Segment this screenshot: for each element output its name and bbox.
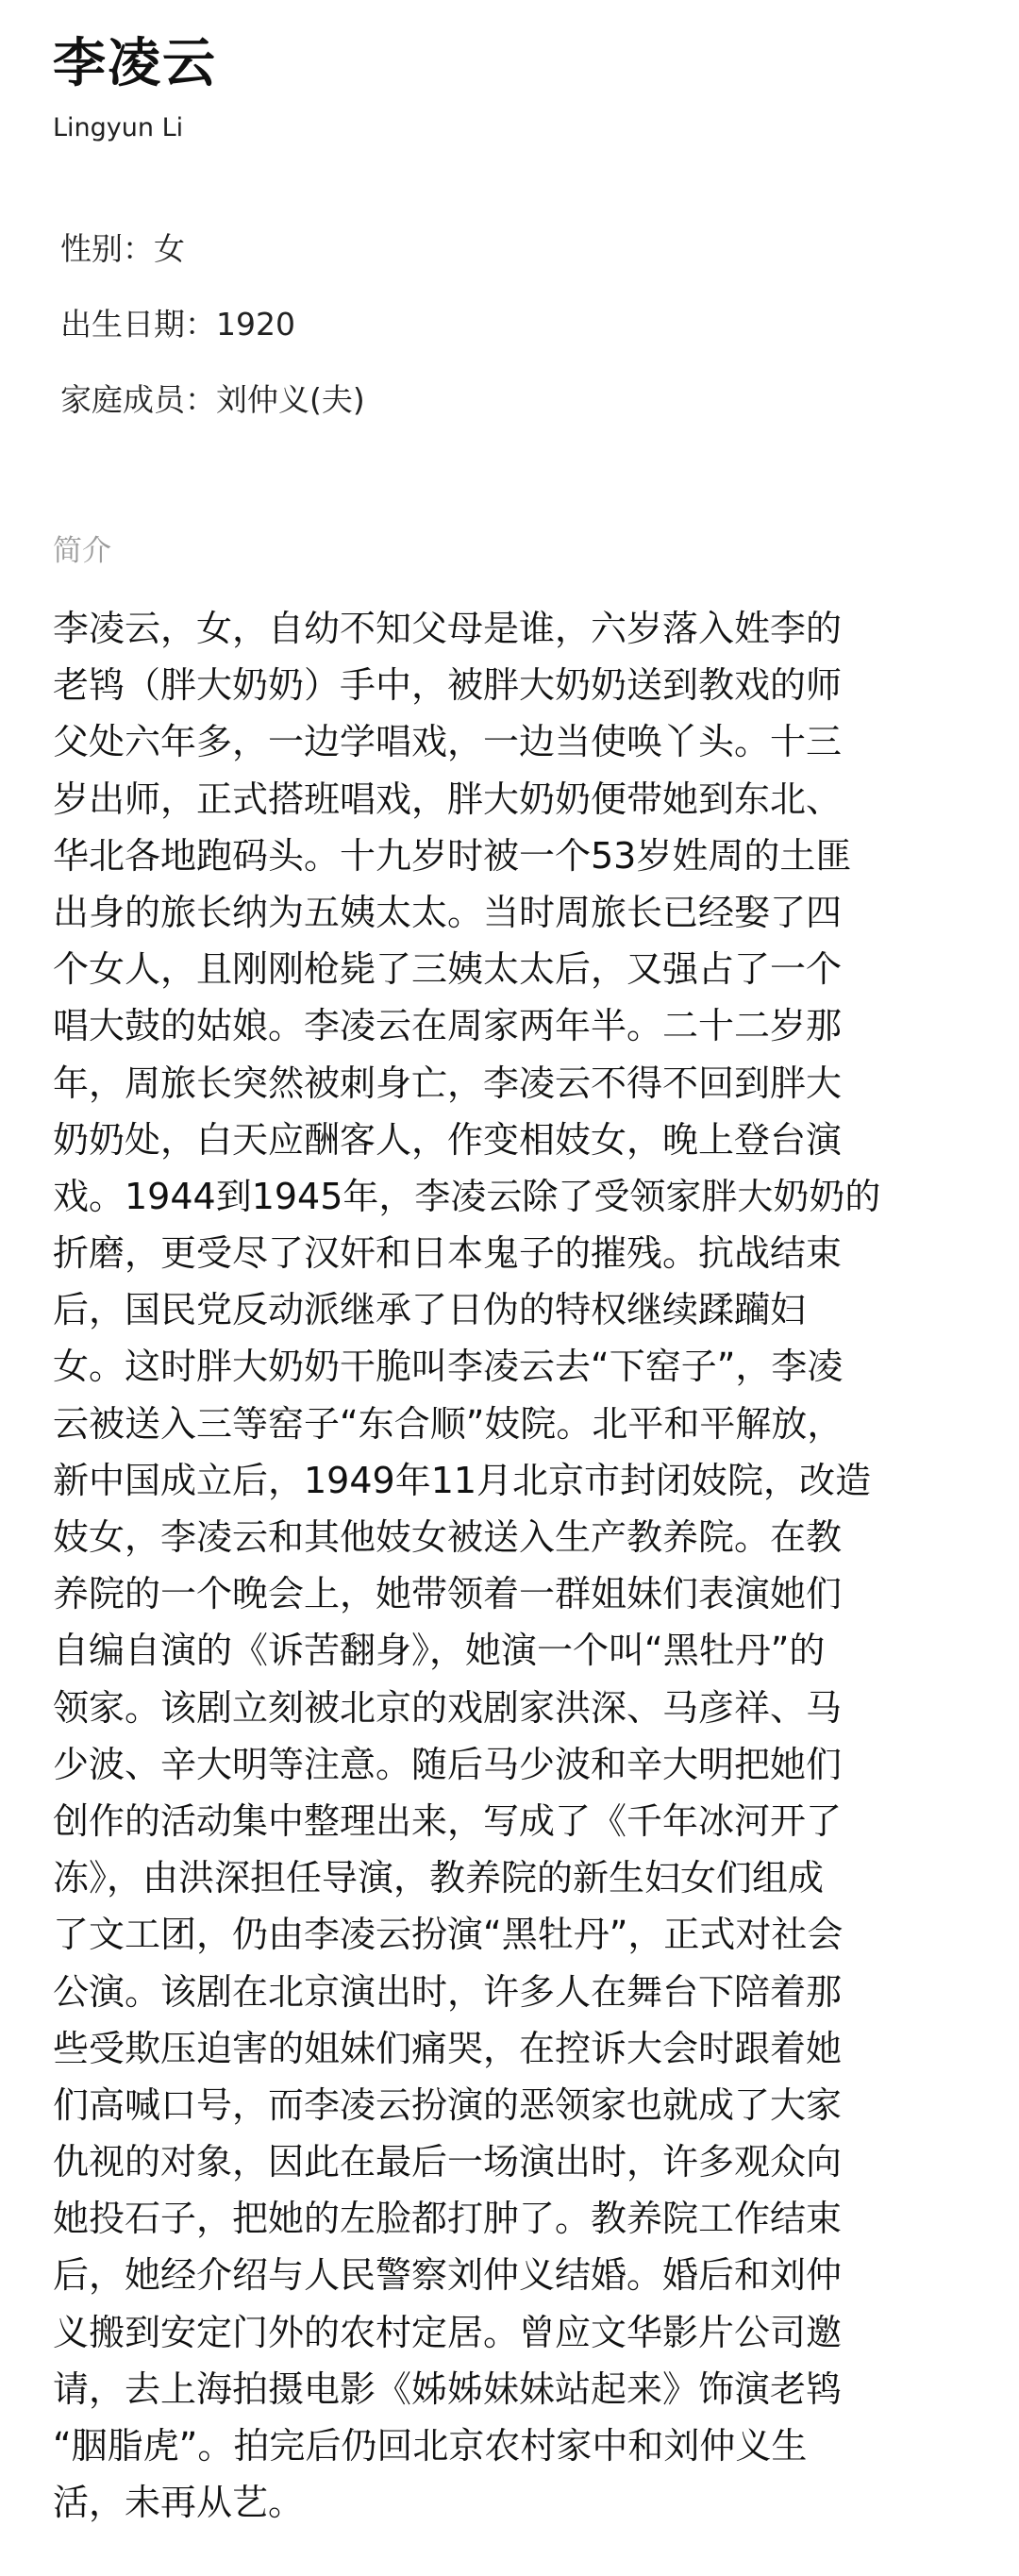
bio-line: 唱大鼓的姑娘。李凌云在周家两年半。二十二岁那 bbox=[53, 1005, 843, 1047]
bio-line: 老鸨（胖大奶奶）手中，被胖大奶奶送到教戏的师 bbox=[53, 664, 843, 707]
person-latin-name: Lingyun Li bbox=[53, 113, 184, 142]
bio-line: 仇视的对象，因此在最后一场演出时，许多观众向 bbox=[53, 2141, 843, 2183]
bio-line: 些受欺压迫害的姐妹们痛哭，在控诉大会时跟着她 bbox=[53, 2027, 843, 2069]
bio-text bbox=[53, 600, 959, 2531]
bio-line: 父处六年多，一边学唱戏，一边当使唤丫头。十三 bbox=[53, 721, 843, 763]
bio-line: 华北各地跑码头。十九岁时被一个53岁姓周的土匪 bbox=[53, 834, 852, 877]
bio-line: 李凌云，女，自幼不知父母是谁，六岁落入姓李的 bbox=[53, 608, 843, 649]
info-family-members: 家庭成员：刘仲义(夫) bbox=[60, 381, 365, 418]
info-gender: 性别：女 bbox=[60, 230, 185, 267]
bio-section-label: 简介 bbox=[53, 534, 111, 568]
bio-line: 岁出师，正式搭班唱戏，胖大奶奶便带她到东北、 bbox=[53, 778, 843, 820]
bio-line: 们高喊口号，而李凌云扮演的恶领家也就成了大家 bbox=[53, 2083, 843, 2126]
bio-line: 奶奶处，白天应酬客人，作变相妓女，晚上登台演 bbox=[53, 1118, 843, 1161]
bio-line: 妓女，李凌云和其他妓女被送入生产教养院。在教 bbox=[53, 1516, 843, 1558]
bio-line: 个女人，且刚刚枪毙了三姨太太后，又强占了一个 bbox=[53, 948, 843, 991]
bio-line: 折磨，更受尽了汉奸和日本鬼子的摧残。抗战结束 bbox=[53, 1232, 843, 1275]
bio-line: “胭脂虎”。拍完后仍回北京农村家中和刘仲义生 bbox=[53, 2425, 808, 2467]
bio-line: 领家。该剧立刻被北京的戏剧家洪深、马彦祥、马 bbox=[53, 1686, 843, 1729]
bio-line: 女。这时胖大奶奶干脆叫李凌云去“下窑子”，李凌 bbox=[53, 1346, 844, 1388]
bio-line: 自编自演的《诉苦翻身》，她演一个叫“黑牡丹”的 bbox=[53, 1630, 826, 1672]
bio-line: 公演。该剧在北京演出时，许多人在舞台下陪着那 bbox=[53, 1970, 843, 2013]
bio-line: 创作的活动集中整理出来，写成了《千年冰河开了 bbox=[53, 1799, 843, 1842]
bio-line: 戏。1944到1945年，李凌云除了受领家胖大奶奶的 bbox=[53, 1175, 881, 1217]
bio-line: 年，周旅长突然被刺身亡，李凌云不得不回到胖大 bbox=[53, 1062, 843, 1104]
bio-line: 新中国成立后，1949年11月北京市封闭妓院，改造 bbox=[53, 1459, 872, 1501]
info-list bbox=[60, 223, 365, 449]
bio-line: 养院的一个晚会上，她带领着一群姐妹们表演她们 bbox=[53, 1573, 843, 1615]
bio-line: 少波、辛大明等注意。随后马少波和辛大明把她们 bbox=[53, 1743, 843, 1785]
bio-line: 活，未再从艺。 bbox=[53, 2482, 305, 2524]
bio-line: 义搬到安定门外的农村定居。曾应文华影片公司邀 bbox=[53, 2311, 843, 2353]
bio-line: 出身的旅长纳为五姨太太。当时周旅长已经娶了四 bbox=[53, 891, 843, 933]
bio-line: 云被送入三等窑子“东合顺”妓院。北平和平解放， bbox=[53, 1402, 844, 1445]
info-birth-date: 出生日期：1920 bbox=[60, 306, 295, 343]
bio-line: 后，她经介绍与人民警察刘仲义结婚。婚后和刘仲 bbox=[53, 2254, 843, 2297]
bio-line: 她投石子，把她的左脸都打肿了。教养院工作结束 bbox=[53, 2198, 843, 2240]
bio-line: 后，国民党反动派继承了日伪的特权继续蹂躏妇 bbox=[53, 1289, 807, 1331]
bio-line: 冻》，由洪深担任导演，教养院的新生妇女们组成 bbox=[53, 1857, 825, 1899]
bio-line: 了文工团，仍由李凌云扮演“黑牡丹”，正式对社会 bbox=[53, 1914, 844, 1956]
person-name: 李凌云 bbox=[53, 33, 217, 94]
bio-line: 请，去上海拍摄电影《姊姊妹妹站起来》饰演老鸨 bbox=[53, 2367, 843, 2410]
